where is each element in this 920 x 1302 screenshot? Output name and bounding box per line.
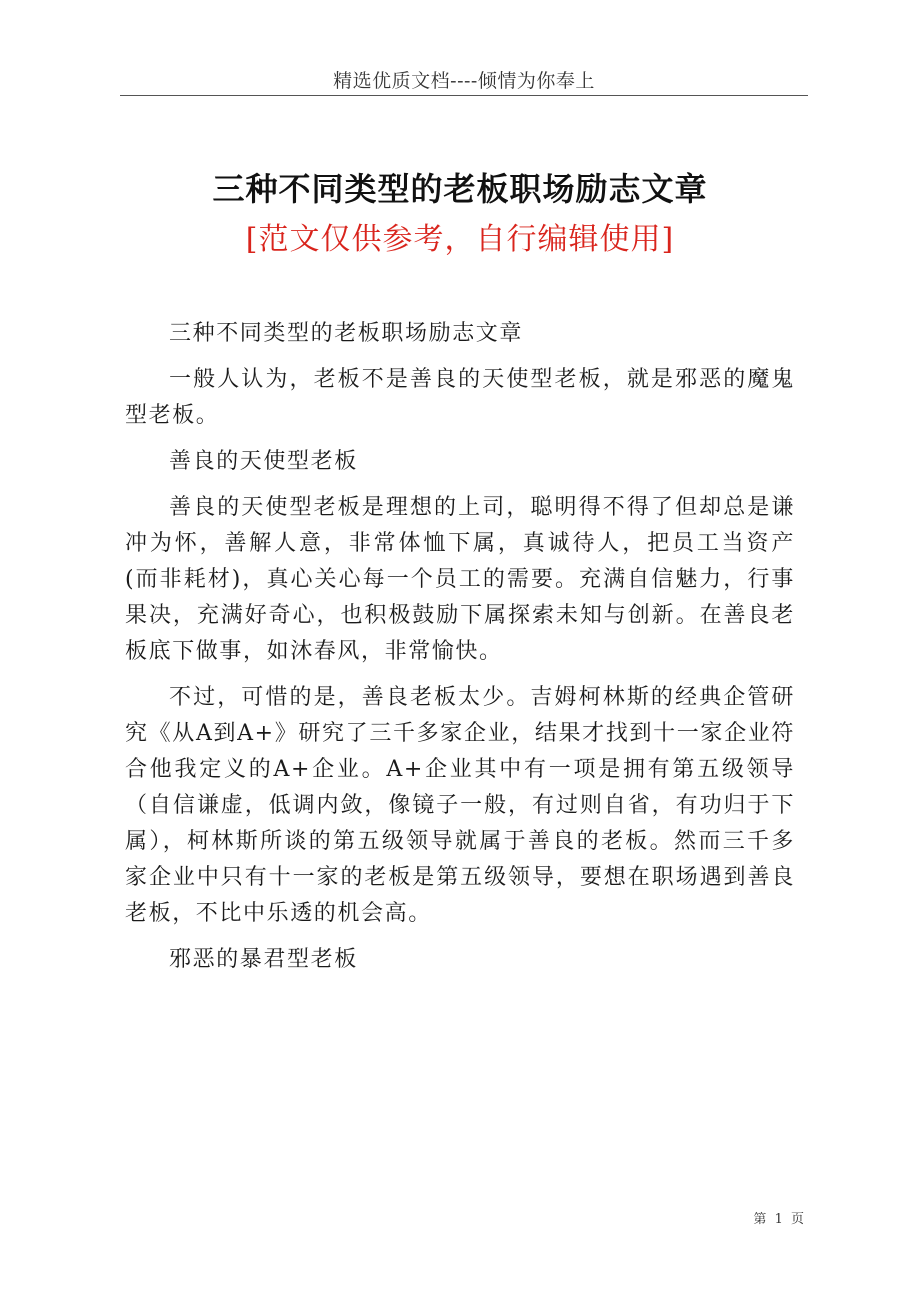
- paragraph-angel-description: 善良的天使型老板是理想的上司，聪明得不得了但却总是谦冲为怀，善解人意，非常体恤下属，真诚待人，把员工当资产(而非耗材)，真心关心每一个员工的需要。充满自信魅力，行事果决，充满好奇心，也积极鼓励下属探索未知与创新。在善良老板底下做事，如沐春风，非常愉快。: [125, 495, 795, 664]
- paragraph-heading-intro: 三种不同类型的老板职场励志文章: [169, 321, 524, 346]
- document-title: 三种不同类型的老板职场励志文章: [212, 170, 708, 208]
- document-subtitle: [范文仅供参考，自行编辑使用]: [245, 222, 675, 257]
- page-footer: [751, 1208, 806, 1227]
- paragraph-intro: 一般人认为，老板不是善良的天使型老板，就是邪恶的魔鬼型老板。: [125, 367, 795, 428]
- page-header: 精选优质文档----倾情为你奉上: [333, 70, 595, 92]
- page-number-suffix: 页: [790, 1212, 804, 1227]
- paragraph-heading-angel: 善良的天使型老板: [169, 449, 358, 474]
- paragraph-heading-tyrant: 邪恶的暴君型老板: [169, 947, 358, 972]
- paragraph-angel-rarity: 不过，可惜的是，善良老板太少。吉姆柯林斯的经典企管研究《从A到A+》研究了三千多家企业，结果才找到十一家企业符合他我定义的A+企业。A+企业其中有一项是拥有第五级领导（自信谦虚，低调内敛，像镜子一般，有过则自省，有功归于下属），柯林斯所谈的第五级领导就属于善良的老板。然而三千多家企业中只有十一家的老板是第五级领导，要想在职场遇到善良老板，不比中乐透的机会高。: [125, 685, 795, 926]
- page-number-prefix: 第: [753, 1212, 767, 1227]
- document-body: [125, 316, 795, 988]
- page-number: 1: [774, 1212, 783, 1227]
- header-divider: [120, 95, 808, 96]
